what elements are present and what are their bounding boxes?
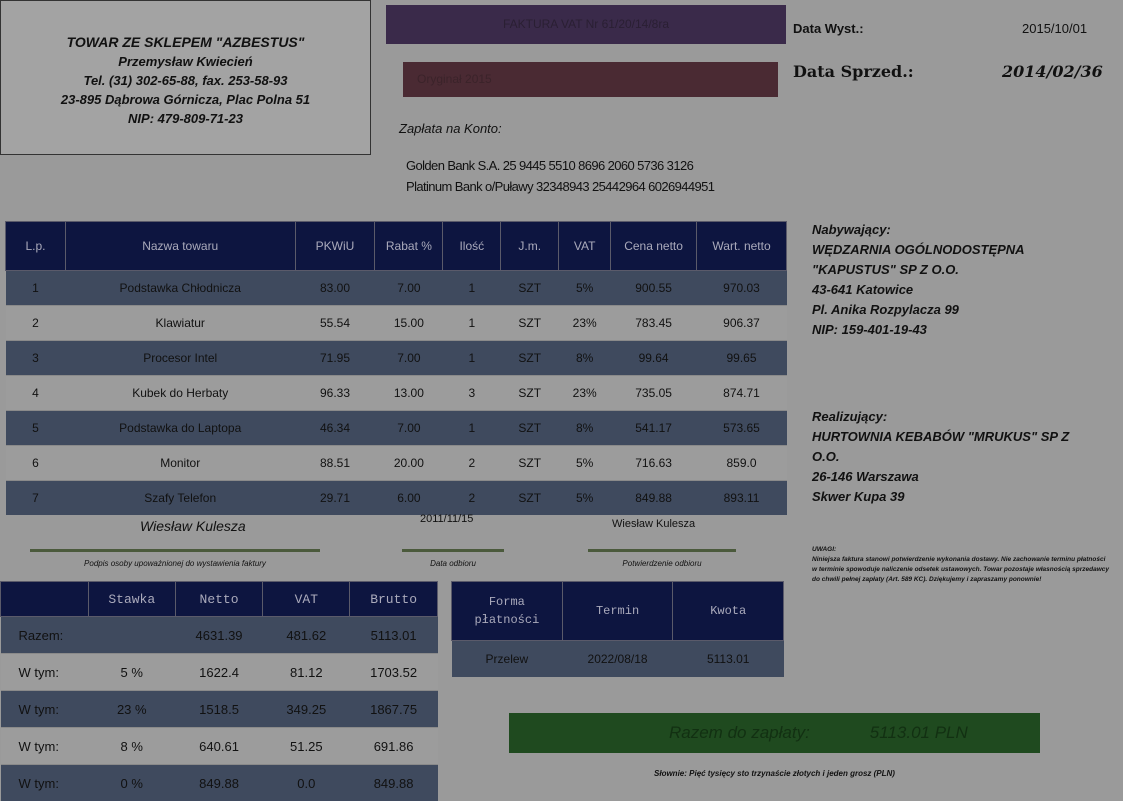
cell: SZT bbox=[501, 481, 559, 516]
cell: 0.0 bbox=[263, 765, 350, 801]
cell bbox=[88, 617, 175, 654]
cell: 81.12 bbox=[263, 654, 350, 691]
cell: 1 bbox=[443, 271, 501, 306]
vat-col-vat: VAT bbox=[263, 582, 350, 617]
pay-col-term: Termin bbox=[562, 582, 673, 641]
table-row bbox=[6, 341, 787, 376]
cell: SZT bbox=[501, 341, 559, 376]
payment-header-row bbox=[452, 582, 784, 641]
cell: 573.65 bbox=[697, 411, 787, 446]
realizer-city: 26-146 Warszawa bbox=[812, 467, 1112, 487]
bank-account-1: Golden Bank S.A. 25 9445 5510 8696 2060 5736 3126 bbox=[406, 158, 693, 173]
receipt-date: 2011/11/15 bbox=[420, 513, 473, 525]
cell: 5113.01 bbox=[673, 641, 784, 678]
vat-col-net: Netto bbox=[175, 582, 263, 617]
buyer-street: Pl. Anika Rozpylacza 99 bbox=[812, 300, 1025, 320]
cell: Razem: bbox=[1, 617, 89, 654]
col-pkwiu: PKWiU bbox=[295, 222, 375, 271]
cell: 906.37 bbox=[697, 306, 787, 341]
cell: W tym: bbox=[1, 654, 89, 691]
cell: Podstawka Chłodnicza bbox=[65, 271, 295, 306]
payment-heading: Zapłata na Konto: bbox=[399, 121, 502, 136]
cell: 29.71 bbox=[295, 481, 375, 516]
cell: 481.62 bbox=[263, 617, 350, 654]
col-discount: Rabat % bbox=[375, 222, 443, 271]
receiver-caption: Potwierdzenie odbioru bbox=[588, 559, 736, 568]
cell: 51.25 bbox=[263, 728, 350, 765]
col-vat: VAT bbox=[559, 222, 611, 271]
sale-date-value: 2014/02/36 bbox=[1002, 62, 1103, 81]
seller-address: 23-895 Dąbrowa Górnicza, Plac Polna 51 bbox=[1, 90, 370, 109]
col-name: Nazwa towaru bbox=[65, 222, 295, 271]
cell: 1 bbox=[6, 271, 66, 306]
cell: 99.64 bbox=[611, 341, 697, 376]
cell: Kubek do Herbaty bbox=[65, 376, 295, 411]
table-row bbox=[1, 765, 438, 801]
bank-account-2: Platinum Bank o/Puławy 32348943 25442964 6026944951 bbox=[406, 179, 714, 194]
cell: 20.00 bbox=[375, 446, 443, 481]
cell: 15.00 bbox=[375, 306, 443, 341]
cell: SZT bbox=[501, 411, 559, 446]
vat-summary-table bbox=[0, 581, 438, 801]
total-due-value: 5113.01 PLN bbox=[870, 723, 968, 743]
cell: 2 bbox=[6, 306, 66, 341]
receipt-date-line bbox=[402, 549, 504, 552]
cell: 4631.39 bbox=[175, 617, 263, 654]
cell: 1622.4 bbox=[175, 654, 263, 691]
table-row bbox=[1, 617, 438, 654]
cell: 4 bbox=[6, 376, 66, 411]
sale-date-label: Data Sprzed.: bbox=[793, 62, 914, 81]
cell: 735.05 bbox=[611, 376, 697, 411]
issue-date-label: Data Wyst.: bbox=[793, 21, 864, 36]
table-row bbox=[6, 446, 787, 481]
buyer-name-1: WĘDZARNIA OGÓLNODOSTĘPNA bbox=[812, 240, 1025, 260]
invoice-title: FAKTURA VAT Nr 61/20/14/8ra bbox=[386, 5, 786, 44]
pay-col-form: Forma płatności bbox=[452, 582, 563, 641]
invoice-subtitle: Oryginał 2015 bbox=[403, 62, 778, 97]
cell: 691.86 bbox=[350, 728, 438, 765]
payment-table bbox=[451, 581, 784, 677]
cell: SZT bbox=[501, 271, 559, 306]
cell: 716.63 bbox=[611, 446, 697, 481]
col-qty: Ilość bbox=[443, 222, 501, 271]
buyer-city: 43-641 Katowice bbox=[812, 280, 1025, 300]
cell: 5113.01 bbox=[350, 617, 438, 654]
cell: 55.54 bbox=[295, 306, 375, 341]
cell: 1 bbox=[443, 411, 501, 446]
cell: 8% bbox=[559, 341, 611, 376]
items-header-row bbox=[6, 222, 787, 271]
cell: 640.61 bbox=[175, 728, 263, 765]
seller-box bbox=[0, 0, 371, 155]
cell: 783.45 bbox=[611, 306, 697, 341]
realizer-label: Realizujący: bbox=[812, 407, 1112, 427]
realizer-name-2: O.O. bbox=[812, 447, 1112, 467]
cell: 893.11 bbox=[697, 481, 787, 516]
cell: 6 bbox=[6, 446, 66, 481]
issuer-caption: Podpis osoby upoważnionej do wystawienia faktury bbox=[30, 559, 320, 568]
realizer-block bbox=[812, 407, 1112, 507]
cell: 859.0 bbox=[697, 446, 787, 481]
cell: 1 bbox=[443, 341, 501, 376]
receiver-signature: Wiesław Kulesza bbox=[612, 518, 695, 530]
buyer-nip: NIP: 159-401-19-43 bbox=[812, 320, 1025, 340]
cell: 1518.5 bbox=[175, 691, 263, 728]
col-price: Cena netto bbox=[611, 222, 697, 271]
items-table bbox=[5, 221, 787, 515]
vat-col-gross: Brutto bbox=[350, 582, 438, 617]
table-row bbox=[6, 271, 787, 306]
col-value: Wart. netto bbox=[697, 222, 787, 271]
realizer-street: Skwer Kupa 39 bbox=[812, 487, 1112, 507]
cell: 2022/08/18 bbox=[562, 641, 673, 678]
cell: W tym: bbox=[1, 691, 89, 728]
table-row bbox=[6, 306, 787, 341]
cell: 2 bbox=[443, 446, 501, 481]
cell: 23% bbox=[559, 306, 611, 341]
cell: 7.00 bbox=[375, 341, 443, 376]
cell: 23 % bbox=[88, 691, 175, 728]
buyer-label: Nabywający: bbox=[812, 220, 1025, 240]
cell: Szafy Telefon bbox=[65, 481, 295, 516]
cell: Monitor bbox=[65, 446, 295, 481]
cell: 99.65 bbox=[697, 341, 787, 376]
cell: 3 bbox=[6, 341, 66, 376]
cell: 541.17 bbox=[611, 411, 697, 446]
cell: 5% bbox=[559, 271, 611, 306]
cell: SZT bbox=[501, 306, 559, 341]
table-row bbox=[1, 691, 438, 728]
cell: 23% bbox=[559, 376, 611, 411]
realizer-name-1: HURTOWNIA KEBABÓW "MRUKUS" SP Z bbox=[812, 427, 1112, 447]
cell: W tym: bbox=[1, 765, 89, 801]
cell: 1703.52 bbox=[350, 654, 438, 691]
cell: 13.00 bbox=[375, 376, 443, 411]
receipt-caption: Data odbioru bbox=[402, 559, 504, 568]
cell: 96.33 bbox=[295, 376, 375, 411]
cell: 7.00 bbox=[375, 411, 443, 446]
issuer-signature: Wiesław Kulesza bbox=[140, 518, 246, 534]
cell: Klawiatur bbox=[65, 306, 295, 341]
cell: 874.71 bbox=[697, 376, 787, 411]
cell: 71.95 bbox=[295, 341, 375, 376]
seller-phone: Tel. (31) 302-65-88, fax. 253-58-93 bbox=[1, 71, 370, 90]
buyer-block bbox=[812, 220, 1025, 340]
total-due-bar bbox=[509, 713, 1040, 753]
notes-text: Niniejsza faktura stanowi potwierdzenie wykonania dostawy. Nie zachowanie terminu płatności w terminie spowoduje naliczenie odsetek ustawowych. Towar pozostaje własnością sprzedawcy do chwili pełnej zapłaty (Art. 589 KC). Dziękujemy i zapraszamy ponownie! bbox=[812, 555, 1112, 585]
cell: 3 bbox=[443, 376, 501, 411]
cell: SZT bbox=[501, 376, 559, 411]
col-lp: L.p. bbox=[6, 222, 66, 271]
table-row bbox=[6, 481, 787, 516]
cell: 6.00 bbox=[375, 481, 443, 516]
cell: 849.88 bbox=[350, 765, 438, 801]
issue-date-value: 2015/10/01 bbox=[1022, 21, 1087, 36]
notes-block bbox=[812, 545, 1112, 585]
cell: Podstawka do Laptopa bbox=[65, 411, 295, 446]
cell: 349.25 bbox=[263, 691, 350, 728]
table-row bbox=[6, 376, 787, 411]
cell: 1 bbox=[443, 306, 501, 341]
cell: 8% bbox=[559, 411, 611, 446]
table-row bbox=[1, 654, 438, 691]
cell: 88.51 bbox=[295, 446, 375, 481]
receiver-signature-line bbox=[588, 549, 736, 552]
vat-header-row bbox=[1, 582, 438, 617]
cell: 5 % bbox=[88, 654, 175, 691]
cell: 849.88 bbox=[611, 481, 697, 516]
cell: 5% bbox=[559, 446, 611, 481]
cell: 7 bbox=[6, 481, 66, 516]
cell: 83.00 bbox=[295, 271, 375, 306]
pay-col-amount: Kwota bbox=[673, 582, 784, 641]
cell: 970.03 bbox=[697, 271, 787, 306]
notes-title: UWAGI: bbox=[812, 545, 1112, 555]
cell: SZT bbox=[501, 446, 559, 481]
cell: 8 % bbox=[88, 728, 175, 765]
vat-col-rate: Stawka bbox=[88, 582, 175, 617]
total-due-label: Razem do zapłaty: bbox=[669, 723, 810, 743]
cell: 5 bbox=[6, 411, 66, 446]
cell: W tym: bbox=[1, 728, 89, 765]
seller-nip: NIP: 479-809-71-23 bbox=[1, 109, 370, 128]
total-in-words: Słownie: Pięć tysięcy sto trzynaście złotych i jeden grosz (PLN) bbox=[509, 769, 1040, 778]
table-row bbox=[1, 728, 438, 765]
cell: 7.00 bbox=[375, 271, 443, 306]
cell: 5% bbox=[559, 481, 611, 516]
cell: 2 bbox=[443, 481, 501, 516]
cell: 1867.75 bbox=[350, 691, 438, 728]
vat-col-label bbox=[1, 582, 89, 617]
table-row bbox=[452, 641, 784, 678]
cell: 849.88 bbox=[175, 765, 263, 801]
table-row bbox=[6, 411, 787, 446]
cell: 46.34 bbox=[295, 411, 375, 446]
issuer-signature-line bbox=[30, 549, 320, 552]
cell: 0 % bbox=[88, 765, 175, 801]
cell: Przelew bbox=[452, 641, 563, 678]
col-unit: J.m. bbox=[501, 222, 559, 271]
seller-person: Przemysław Kwiecień bbox=[1, 52, 370, 71]
cell: 900.55 bbox=[611, 271, 697, 306]
buyer-name-2: "KAPUSTUS" SP Z O.O. bbox=[812, 260, 1025, 280]
seller-name: TOWAR ZE SKLEPEM "AZBESTUS" bbox=[1, 33, 370, 52]
cell: Procesor Intel bbox=[65, 341, 295, 376]
